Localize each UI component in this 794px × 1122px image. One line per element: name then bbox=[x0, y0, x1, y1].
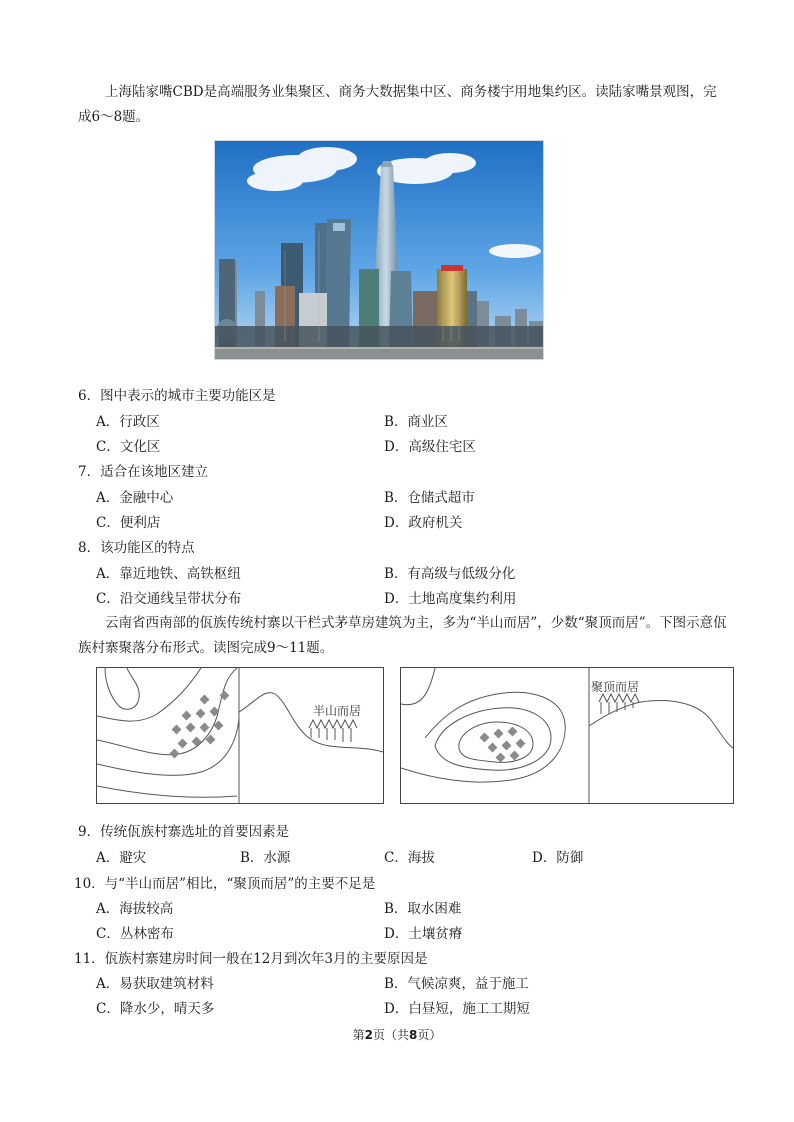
footer-prefix: 第 bbox=[352, 1028, 365, 1042]
skyline-illustration bbox=[215, 141, 543, 359]
question-11-option-d: D．白昼短，施工工期短 bbox=[384, 1001, 530, 1017]
question-9-stem: 9．传统佤族村寨选址的首要因素是 bbox=[78, 824, 290, 840]
question-10-option-a: A．海拔较高 bbox=[96, 901, 174, 917]
question-9-option-d: D．防御 bbox=[532, 850, 584, 866]
question-8-stem: 8．该功能区的特点 bbox=[78, 540, 195, 556]
question-6-stem: 6．图中表示的城市主要功能区是 bbox=[78, 388, 276, 404]
question-9-option-b: B．水源 bbox=[240, 850, 291, 866]
footer-suffix: 页） bbox=[417, 1028, 442, 1042]
question-7-option-b: B．仓储式超市 bbox=[384, 490, 475, 506]
question-6-option-c: C．文化区 bbox=[96, 439, 161, 455]
contour-map-right bbox=[401, 668, 733, 803]
question-8-option-d: D．土地高度集约利用 bbox=[384, 591, 517, 607]
question-8-option-b: B．有高级与低级分化 bbox=[384, 566, 516, 582]
question-8-option-a: A．靠近地铁、高铁枢纽 bbox=[96, 566, 241, 582]
map-label-banshan: 半山而居 bbox=[313, 704, 362, 718]
footer-total-pages: 8 bbox=[409, 1028, 418, 1042]
question-8-option-c: C．沿交通线呈带状分布 bbox=[96, 591, 242, 607]
page-footer bbox=[0, 1026, 794, 1043]
question-10-option-c: C．丛林密布 bbox=[96, 926, 174, 942]
question-11-option-c: C．降水少，晴天多 bbox=[96, 1001, 215, 1017]
question-7-stem: 7．适合在该地区建立 bbox=[78, 464, 209, 480]
question-6-option-a: A．行政区 bbox=[96, 414, 160, 430]
question-11-option-b: B．气候凉爽，益于施工 bbox=[384, 976, 529, 992]
question-9-option-a: A．避灾 bbox=[96, 850, 147, 866]
map-label-juding: 聚顶而居 bbox=[591, 680, 640, 694]
lujiazui-skyline-photo bbox=[214, 140, 544, 360]
question-6-option-b: B．商业区 bbox=[384, 414, 448, 430]
question-11-stem: 11．佤族村寨建房时间一般在12月到次年3月的主要原因是 bbox=[74, 951, 428, 967]
intro-paragraph-wa-villages: 云南省西南部的佤族传统村寨以干栏式茅草房建筑为主，多为“半山而居”，少数“聚顶而居”。下图示意佤族村寨聚落分布形式。读图完成9～11题。 bbox=[78, 615, 727, 656]
question-7-option-d: D．政府机关 bbox=[384, 515, 463, 531]
map-juding-erju bbox=[400, 667, 734, 804]
question-7-option-a: A．金融中心 bbox=[96, 490, 174, 506]
question-10-option-d: D．土壤贫瘠 bbox=[384, 926, 463, 942]
question-11-option-a: A．易获取建筑材料 bbox=[96, 976, 214, 992]
question-6-option-d: D．高级住宅区 bbox=[384, 439, 476, 455]
question-10-stem: 10．与“半山而居”相比，“聚顶而居”的主要不足是 bbox=[74, 876, 376, 892]
map-banshan-erju bbox=[96, 667, 384, 804]
footer-mid: 页（共 bbox=[372, 1028, 409, 1042]
footer-page-number: 2 bbox=[364, 1028, 373, 1042]
question-7-option-c: C．便利店 bbox=[96, 515, 161, 531]
intro-paragraph-lujiazui: 上海陆家嘴CBD是高端服务业集聚区、商务大数据集中区、商务楼宇用地集约区。读陆家嘴景观图，完成6～8题。 bbox=[78, 84, 717, 125]
question-9-option-c: C．海拔 bbox=[384, 850, 435, 866]
contour-map-left bbox=[97, 668, 383, 803]
question-10-option-b: B．取水困难 bbox=[384, 901, 462, 917]
